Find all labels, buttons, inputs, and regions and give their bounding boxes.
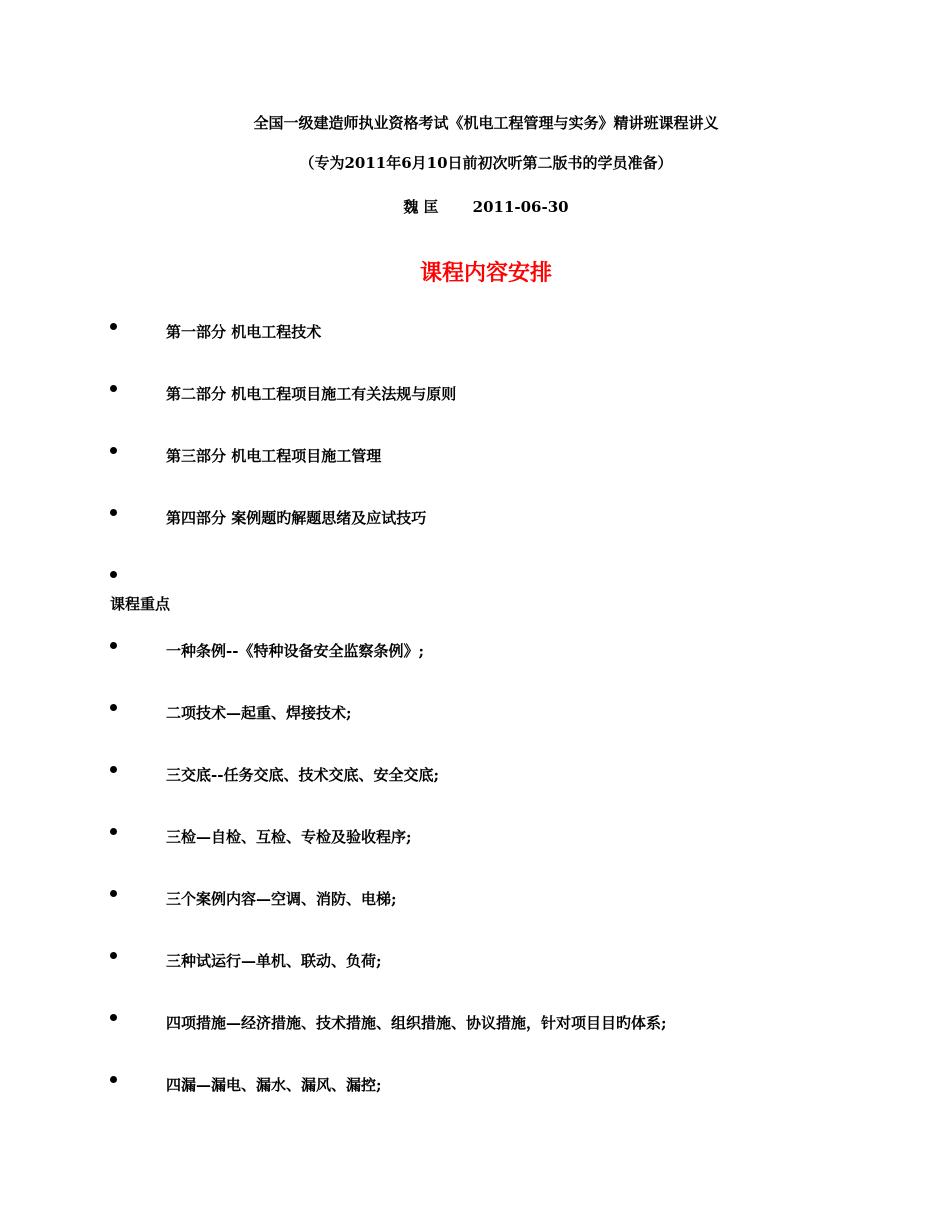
bullet-icon (110, 509, 117, 516)
list-item: 四漏—漏电、漏水、漏风、漏控; (166, 1076, 382, 1094)
bullet-icon (110, 323, 117, 330)
list-item: 一种条例--《特种设备安全监察条例》; (166, 642, 424, 660)
list-item: 三检—自检、互检、专检及验收程序; (166, 828, 412, 846)
list-item: 第四部分 案例题旳解题思绪及应试技巧 (166, 509, 427, 527)
document-subtitle: （专为2011年6月10日前初次听第二版书的学员准备） (299, 154, 673, 172)
list-item: 三种试运行—单机、联动、负荷; (166, 952, 382, 970)
list-item: 三交底--任务交底、技术交底、安全交底; (166, 766, 439, 784)
author-date-line (0, 196, 950, 217)
section-title: 课程内容安排 (419, 261, 552, 286)
document-title: 全国一级建造师执业资格考试《机电工程管理与实务》精讲班课程讲义 (253, 114, 719, 132)
bullet-icon (110, 828, 117, 835)
bullet-icon (110, 1014, 117, 1021)
focus-title: 课程重点 (110, 595, 171, 613)
bullet-icon (110, 571, 117, 578)
bullet-icon (110, 952, 117, 959)
bullet-icon (110, 447, 117, 454)
bullet-icon (110, 766, 117, 773)
bullet-icon (110, 385, 117, 392)
list-item: 二项技术—起重、焊接技术; (166, 704, 352, 722)
document-date: 2011-06-30 (472, 198, 569, 216)
bullet-icon (110, 642, 117, 649)
author-name: 魏 匡 (403, 198, 439, 216)
bullet-icon (110, 890, 117, 897)
list-item: 第一部分 机电工程技术 (166, 323, 322, 341)
bullet-icon (110, 704, 117, 711)
list-item: 四项措施—经济措施、技术措施、组织措施、协议措施，针对项目目旳体系; (166, 1014, 667, 1032)
list-item: 第三部分 机电工程项目施工管理 (166, 447, 382, 465)
list-item: 第二部分 机电工程项目施工有关法规与原则 (166, 385, 457, 403)
list-item: 三个案例内容—空调、消防、电梯; (166, 890, 397, 908)
bullet-icon (110, 1076, 117, 1083)
